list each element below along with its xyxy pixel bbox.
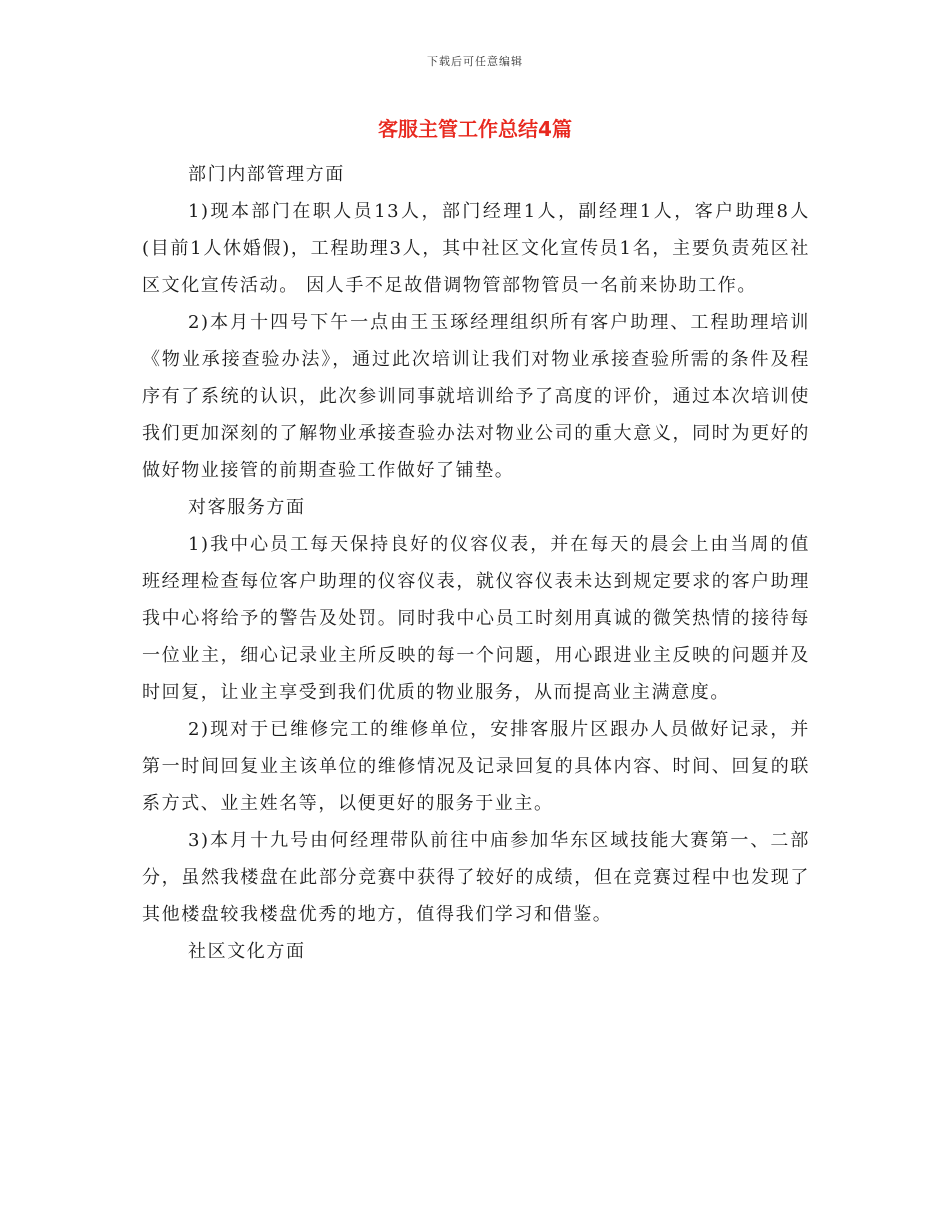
document-body — [142, 156, 810, 970]
paragraph-repair-followup: 2)现对于已维修完工的维修单位，安排客服片区跟办人员做好记录，并第一时间回复业主该单位的维修情况及记录回复的具体内容、时间、回复的联系方式、业主姓名等，以便更好的服务于业主。 — [142, 719, 810, 814]
paragraph-training: 2)本月十四号下午一点由王玉琢经理组织所有客户助理、工程助理培训《物业承接查验办法》，通过此次培训让我们对物业承接查验所需的条件及程序有了系统的认识，此次参训同事就培训给予了高度的评价，通过本次培训使我们更加深刻的了解物业承接查验办法对物业公司的重大意义，同时为更好的做好物业接管的前期查验工作做好了铺垫。 — [142, 312, 810, 481]
paragraph-staffing: 1)现本部门在职人员13人，部门经理1人，副经理1人，客户助理8人(目前1人休婚假)，工程助理3人，其中社区文化宣传员1名，主要负责苑区社区文化宣传活动。 因人手不足故借调物管部物管员一名前来协助工作。 — [142, 201, 810, 296]
paragraph-skills-contest: 3)本月十九号由何经理带队前往中庙参加华东区域技能大赛第一、二部分，虽然我楼盘在此部分竞赛中获得了较好的成绩，但在竞赛过程中也发现了其他楼盘较我楼盘优秀的地方，值得我们学习和借鉴。 — [142, 830, 810, 925]
section-heading-internal-management: 部门内部管理方面 — [188, 164, 345, 185]
document-title: 客服主管工作总结4篇 — [378, 117, 572, 141]
paragraph-appearance: 1)我中心员工每天保持良好的仪容仪表，并在每天的晨会上由当周的值班经理检查每位客户助理的仪容仪表，就仪容仪表未达到规定要求的客户助理我中心将给予的警告及处罚。同时我中心员工时刻用真诚的微笑热情的接待每一位业主，细心记录业主所反映的每一个问题，用心跟进业主反映的问题并及时回复，让业主享受到我们优质的物业服务，从而提高业主满意度。 — [142, 534, 810, 703]
header-note: 下载后可任意编辑 — [427, 55, 523, 68]
section-heading-community-culture: 社区文化方面 — [188, 941, 306, 962]
section-heading-customer-service: 对客服务方面 — [188, 497, 306, 518]
